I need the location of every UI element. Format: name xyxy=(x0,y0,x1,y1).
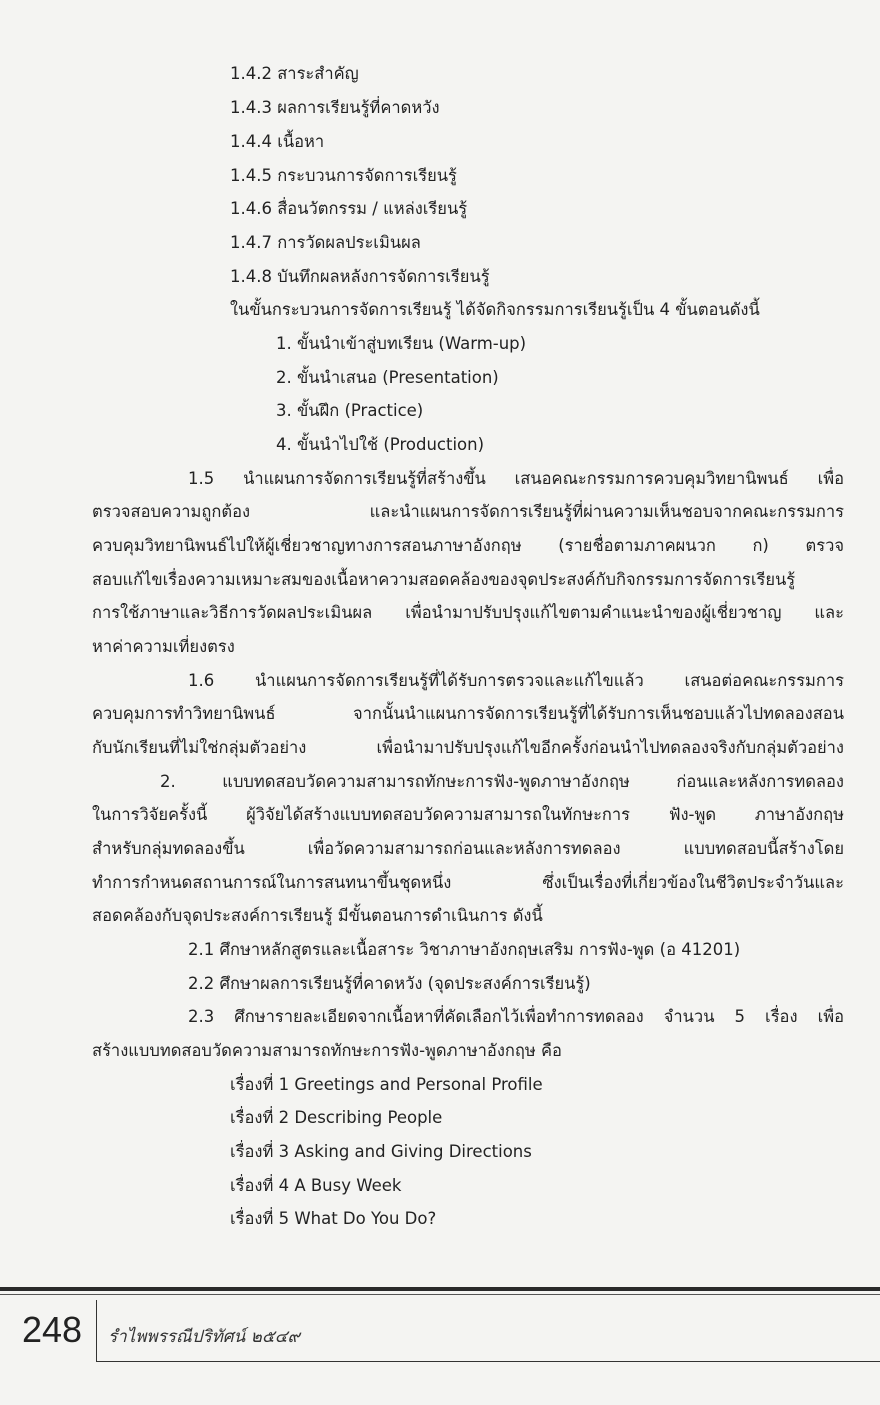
para-1-5-line: 1.5 นำแผนการจัดการเรียนรู้ที่สร้างขึ้น เสนอคณะกรรมการควบคุมวิทยานิพนธ์ เพื่อ xyxy=(188,469,844,488)
para-2-line: สำหรับกลุ่มทดลองขึ้น เพื่อวัดความสามารถก่อนและหลังการทดลอง แบบทดสอบนี้สร้างโดย xyxy=(92,839,844,858)
step-1: 1. ขั้นนำเข้าสู่บทเรียน (Warm-up) xyxy=(276,334,527,353)
topic-2: เรื่องที่ 2 Describing People xyxy=(230,1108,443,1127)
item-1-4-6: 1.4.6 สื่อนวัตกรรม / แหล่งเรียนรู้ xyxy=(230,199,468,218)
para-1-6-line: ควบคุมการทำวิทยานิพนธ์ จากนั้นนำแผนการจัดการเรียนรู้ที่ได้รับการเห็นชอบแล้วไปทดลองสอน xyxy=(92,704,844,723)
topic-3: เรื่องที่ 3 Asking and Giving Directions xyxy=(230,1142,532,1161)
para-1-6-line: 1.6 นำแผนการจัดการเรียนรู้ที่ได้รับการตรวจและแก้ไขแล้ว เสนอต่อคณะกรรมการ xyxy=(188,671,844,690)
topic-4: เรื่องที่ 4 A Busy Week xyxy=(230,1176,402,1195)
para-1-5-line: สอบแก้ไขเรื่องความเหมาะสมของเนื้อหาความสอดคล้องของจุดประสงค์กับกิจกรรมการจัดการเรียนรู้ xyxy=(92,570,796,589)
item-1-4-2: 1.4.2 สาระสำคัญ xyxy=(230,64,359,83)
step-3: 3. ขั้นฝึก (Practice) xyxy=(276,401,424,420)
item-1-4-8: 1.4.8 บันทึกผลหลังการจัดการเรียนรู้ xyxy=(230,267,490,286)
item-2-2: 2.2 ศึกษาผลการเรียนรู้ที่คาดหวัง (จุดประสงค์การเรียนรู้) xyxy=(188,974,591,993)
topic-5: เรื่องที่ 5 What Do You Do? xyxy=(230,1209,437,1228)
para-1-5-line: ตรวจสอบความถูกต้อง และนำแผนการจัดการเรียนรู้ที่ผ่านความเห็นชอบจากคณะกรรมการ xyxy=(92,502,844,521)
item-1-4-4: 1.4.4 เนื้อหา xyxy=(230,132,325,151)
footer-rule-thick xyxy=(0,1287,880,1291)
para-2-line: สอดคล้องกับจุดประสงค์การเรียนรู้ มีขั้นตอนการดำเนินการ ดังนี้ xyxy=(92,906,543,925)
step-4: 4. ขั้นนำไปใช้ (Production) xyxy=(276,435,485,454)
item-1-4-3: 1.4.3 ผลการเรียนรู้ที่คาดหวัง xyxy=(230,98,440,117)
item-1-4-5: 1.4.5 กระบวนการจัดการเรียนรู้ xyxy=(230,166,457,185)
para-2-line: 2. แบบทดสอบวัดความสามารถทักษะการฟัง-พูดภาษาอังกฤษ ก่อนและหลังการทดลอง xyxy=(160,772,844,791)
step-2: 2. ขั้นนำเสนอ (Presentation) xyxy=(276,368,499,387)
footer-rule-thin xyxy=(0,1294,880,1295)
item-2-1: 2.1 ศึกษาหลักสูตรและเนื้อสาระ วิชาภาษาอังกฤษเสริม การฟัง-พูด (อ 41201) xyxy=(188,940,741,959)
footer-divider xyxy=(96,1300,97,1362)
para-1-5-line: ควบคุมวิทยานิพนธ์ไปให้ผู้เชี่ยวชาญทางการสอนภาษาอังกฤษ (รายชื่อตามภาคผนวก ก) ตรวจ xyxy=(92,536,844,555)
steps-intro: ในขั้นกระบวนการจัดการเรียนรู้ ได้จัดกิจกรรมการเรียนรู้เป็น 4 ขั้นตอนดังนี้ xyxy=(230,300,760,319)
para-1-5-line: การใช้ภาษาและวิธีการวัดผลประเมินผล เพื่อนำมาปรับปรุงแก้ไขตามคำแนะนำของผู้เชี่ยวชาญ และ xyxy=(92,603,844,622)
para-2-line: ในการวิจัยครั้งนี้ ผู้วิจัยได้สร้างแบบทดสอบวัดความสามารถในทักษะการ ฟัง-พูด ภาษาอังกฤษ xyxy=(92,805,844,824)
para-2-3-line: 2.3 ศึกษารายละเอียดจากเนื้อหาที่คัดเลือกไว้เพื่อทำการทดลอง จำนวน 5 เรื่อง เพื่อ xyxy=(188,1007,844,1026)
para-1-6-line: กับนักเรียนที่ไม่ใช่กลุ่มตัวอย่าง เพื่อนำมาปรับปรุงแก้ไขอีกครั้งก่อนนำไปทดลองจริงกับกลุ่มตัวอย่าง xyxy=(92,738,844,757)
topic-1: เรื่องที่ 1 Greetings and Personal Profile xyxy=(230,1075,543,1094)
para-2-line: ทำการกำหนดสถานการณ์ในการสนทนาขึ้นชุดหนึ่ง ซึ่งเป็นเรื่องที่เกี่ยวข้องในชีวิตประจำวันและ xyxy=(92,873,844,892)
journal-title: รำไพพรรณีปริทัศน์ ๒๕๔๙ xyxy=(108,1327,301,1347)
item-1-4-7: 1.4.7 การวัดผลประเมินผล xyxy=(230,233,421,252)
page-number: 248 xyxy=(22,1309,83,1350)
para-1-5-line: หาค่าความเที่ยงตรง xyxy=(92,637,235,656)
para-2-3-line: สร้างแบบทดสอบวัดความสามารถทักษะการฟัง-พูดภาษาอังกฤษ คือ xyxy=(92,1041,562,1060)
footer-underline xyxy=(96,1361,880,1362)
